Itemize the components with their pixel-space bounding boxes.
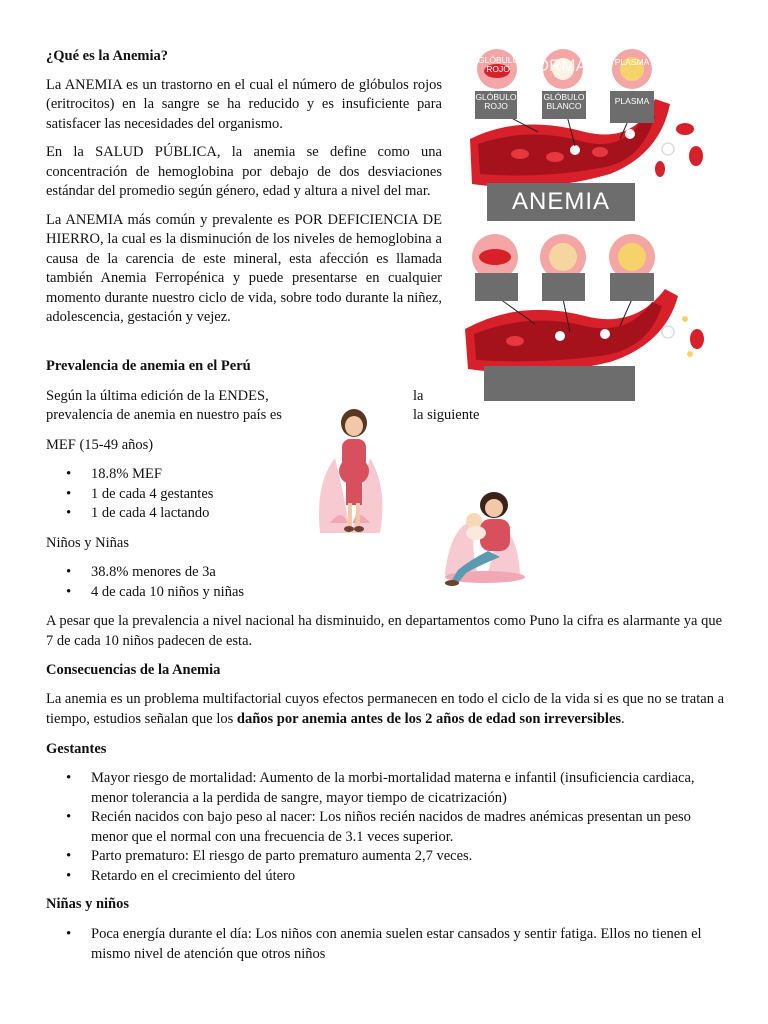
section-what-is-anemia [46, 47, 442, 328]
consequences-bold: daños por anemia antes de los 2 años de edad son irreversibles [236, 710, 622, 727]
mother-baby-icon [430, 485, 530, 595]
list-item: • Recién nacidos con bajo peso al nacer: Los niños recién nacidos de madres anémicas presentan un peso menor que el normal con una frecuencia de 3.1 veces superior. [46, 808, 726, 847]
bottom-label-box-1 [475, 273, 518, 301]
list-item: • 1 de cada 4 gestantes [46, 485, 306, 505]
label-white-cell: GLÓBULO BLANCO [542, 91, 586, 119]
label-top-plasma: PLASMA [614, 57, 650, 67]
label-plasma: PLASMA [610, 91, 654, 123]
paragraph-definition: La ANEMIA es un trastorno en el cual el número de glóbulos rojos (eritrocitos) en la sangre se ha reducido y es insuficiente para satisfacer las necesidades del organismo. [46, 76, 442, 132]
consequences-text: La anemia es un problema multifactorial cuyos efectos permanecen en todo el ciclo de la vida si es que no se tratan a tiempo, estudios señalan que los [46, 691, 725, 727]
heading-prevalence: Prevalencia de anemia en el Perú [46, 358, 251, 374]
list-item: • Retardo en el crecimiento del útero [46, 867, 726, 887]
label-red-cell: GLÓBULO ROJO [475, 91, 517, 119]
prevalence-line1-start: Según la última edición de la ENDES, [46, 388, 269, 404]
label-normal: NORMAL [523, 56, 597, 75]
heading-gestantes: Gestantes [46, 741, 107, 757]
prevalence-line2-end: la siguiente [413, 407, 480, 423]
list-item: • 1 de cada 4 lactando [46, 504, 306, 524]
ninos-heading: Niños y Niñas [46, 535, 129, 551]
bottom-label-box-2 [542, 273, 585, 301]
prevalence-line2-start: prevalencia de anemia en nuestro país es [46, 407, 282, 423]
ninas-ninos-list [46, 925, 726, 964]
paragraph-public-health: En la SALUD PÚBLICA, la anemia se define como una concentración de hemoglobina por debajo de dos desviaciones estándar del promedio según género, edad y altura a nivel del mar. [46, 144, 442, 199]
pregnant-woman-illustration [310, 403, 390, 538]
heading-ninas-ninos: Niñas y niños [46, 896, 130, 912]
list-item: • 4 de cada 10 niños y niñas [46, 583, 306, 603]
prevalence-line1-end: la [413, 388, 424, 404]
paragraph-iron-deficiency: La ANEMIA más común y prevalente es POR DEFICIENCIA DE HIERRO, la cual es la disminución de los niveles de hemoglobina a causa de la carencia de este mineral, esta afección es llamada también Anemia Ferropénica y puede presentarse en cualquier momento durante nuestro ciclo de vida, sobre todo durante la niñez, adolescencia, gestación y vejez. [46, 211, 442, 325]
bottom-label-box-3 [610, 273, 654, 301]
ninos-list [46, 563, 306, 602]
label-top-red-cell: GLÓBULO ROJO [478, 55, 520, 74]
anemia-banner: ANEMIA [487, 183, 635, 221]
heading-what-is-anemia: ¿Qué es la Anemia? [46, 48, 169, 64]
list-item: • 18.8% MEF [46, 465, 306, 485]
consequences-end: . [621, 710, 625, 727]
mef-heading: MEF (15-49 años) [46, 437, 154, 453]
list-item: • Mayor riesgo de mortalidad: Aumento de la morbi-mortalidad materna e infantil (insuficiencia cardiaca, menor tolerancia a la perdida de sangre, mayor tiempo de cicatrización) [46, 769, 726, 808]
list-item: • Poca energía durante el día: Los niños con anemia suelen estar cansados y sentir fatiga. Ellos no tienen el mismo nivel de atención que otros niños [46, 925, 726, 964]
list-item: • 38.8% menores de 3a [46, 563, 306, 583]
blood-vessel-illustration [460, 44, 710, 404]
gestantes-list [46, 769, 726, 886]
paragraph-consequences [46, 690, 726, 729]
pregnant-woman-icon [310, 403, 390, 538]
paragraph-puno: A pesar que la prevalencia a nivel nacional ha disminuido, en departamentos como Puno la cifra es alarmante ya que 7 de cada 10 niños padecen de esta. [46, 613, 722, 649]
list-item: • Parto prematuro: El riesgo de parto prematuro aumenta 2,7 veces. [46, 847, 726, 867]
heading-consequences: Consecuencias de la Anemia [46, 662, 221, 678]
mother-baby-illustration [430, 485, 530, 595]
bottom-banner-box [484, 366, 635, 401]
mef-list [46, 465, 306, 524]
bottom-vessel [465, 234, 704, 373]
